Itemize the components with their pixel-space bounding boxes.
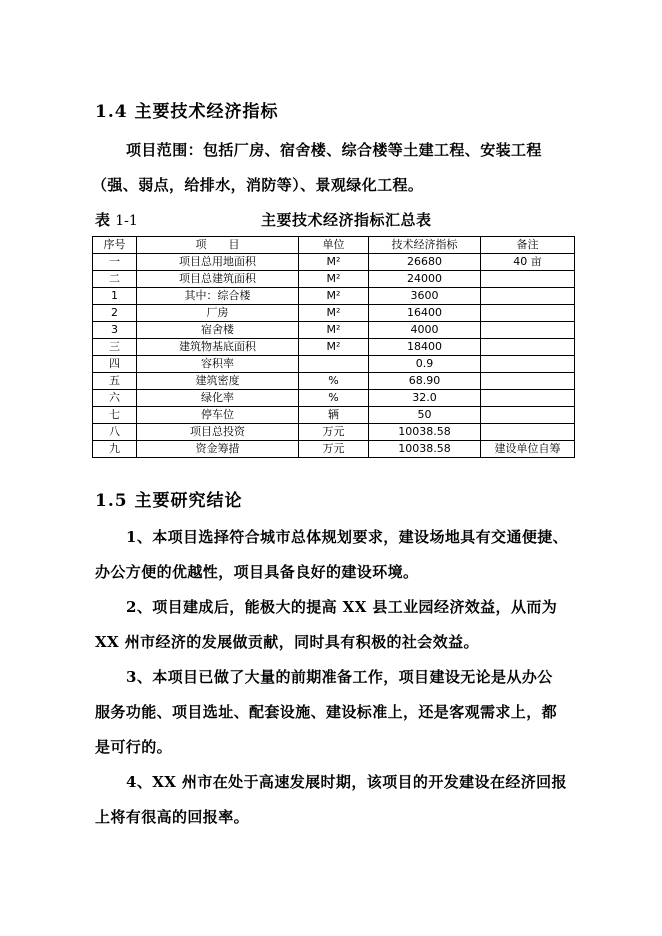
table-title: 主要技术经济指标汇总表 [261,211,432,229]
cell-item: 建筑物基底面积 [137,339,299,356]
conclusion-2-line-1: 2、项目建成后，能极大的提高 XX 县工业园经济效益，从而为 [126,598,558,616]
conclusion-1-line-1: 1、本项目选择符合城市总体规划要求，建设场地具有交通便捷、 [126,528,569,546]
table-row [93,305,575,322]
table-row [93,288,575,305]
cell-index: 六 [93,390,137,407]
cell-unit: M² [299,339,369,356]
table-row [93,407,575,424]
cell-index: 二 [93,271,137,288]
header-remark: 备注 [481,237,575,254]
cell-index: 一 [93,254,137,271]
cell-item: 容积率 [137,356,299,373]
cell-value: 24000 [369,271,481,288]
table-header-row [93,237,575,254]
cell-index: 七 [93,407,137,424]
cell-unit: M² [299,254,369,271]
cell-remark [481,356,575,373]
header-item: 项 目 [137,237,299,254]
table-row [93,441,575,458]
section-heading-1-4: 1.4 主要技术经济指标 [95,102,279,122]
table-number [95,209,138,230]
cell-unit: % [299,390,369,407]
table-row [93,322,575,339]
cell-item: 项目总投资 [137,424,299,441]
table-row [93,356,575,373]
cell-remark [481,322,575,339]
cell-index: 四 [93,356,137,373]
cell-value: 32.0 [369,390,481,407]
cell-index: 八 [93,424,137,441]
cell-value: 26680 [369,254,481,271]
cell-unit: M² [299,271,369,288]
cell-item: 厂房 [137,305,299,322]
cell-remark: 建设单位自筹 [481,441,575,458]
table-label: 表 [95,211,111,229]
conclusion-3-line-2: 服务功能、项目选址、配套设施、建设标准上，还是客观需求上，都 [95,703,558,721]
table-row [93,424,575,441]
cell-value: 18400 [369,339,481,356]
cell-value: 10038.58 [369,424,481,441]
section-heading-1-5: 1.5 主要研究结论 [95,491,243,511]
table-row [93,339,575,356]
cell-item: 项目总建筑面积 [137,271,299,288]
cell-unit: M² [299,288,369,305]
cell-value: 3600 [369,288,481,305]
cell-value: 4000 [369,322,481,339]
cell-index: 三 [93,339,137,356]
table-number-value: 1-1 [115,213,138,229]
header-unit: 单位 [299,237,369,254]
cell-remark [481,288,575,305]
cell-index: 3 [93,322,137,339]
cell-unit: 万元 [299,441,369,458]
header-index: 序号 [93,237,137,254]
cell-unit: 万元 [299,424,369,441]
cell-item: 宿舍楼 [137,322,299,339]
cell-remark [481,271,575,288]
cell-index: 五 [93,373,137,390]
header-indicator: 技术经济指标 [369,237,481,254]
indicators-table [92,236,575,458]
cell-unit: M² [299,305,369,322]
cell-value: 68.90 [369,373,481,390]
conclusion-2-line-2: XX 州市经济的发展做贡献，同时具有积极的社会效益。 [95,633,479,651]
cell-item: 资金筹措 [137,441,299,458]
cell-item: 绿化率 [137,390,299,407]
cell-remark [481,407,575,424]
cell-index: 1 [93,288,137,305]
conclusion-1-line-2: 办公方便的优越性，项目具备良好的建设环境。 [95,563,419,581]
table-row [93,373,575,390]
cell-remark: 40 亩 [481,254,575,271]
table-row [93,390,575,407]
scope-line-1: 项目范围：包括厂房、宿舍楼、综合楼等土建工程、安装工程 [126,141,542,159]
conclusion-4-line-2: 上将有很高的回报率。 [95,808,250,826]
cell-remark [481,373,575,390]
cell-item: 建筑密度 [137,373,299,390]
cell-value: 16400 [369,305,481,322]
conclusion-3-line-3: 是可行的。 [95,738,173,756]
cell-unit [299,356,369,373]
cell-unit: M² [299,322,369,339]
conclusion-4-line-1: 4、XX 州市在处于高速发展时期，该项目的开发建设在经济回报 [126,773,567,791]
scope-line-2: （强、弱点，给排水，消防等）、景观绿化工程。 [92,176,424,194]
cell-value: 0.9 [369,356,481,373]
cell-remark [481,424,575,441]
conclusion-3-line-1: 3、本项目已做了大量的前期准备工作，项目建设无论是从办公 [126,668,553,686]
cell-item: 停车位 [137,407,299,424]
cell-unit: 辆 [299,407,369,424]
cell-item: 其中：综合楼 [137,288,299,305]
cell-value: 50 [369,407,481,424]
table-row [93,271,575,288]
cell-value: 10038.58 [369,441,481,458]
cell-remark [481,339,575,356]
cell-remark [481,390,575,407]
cell-index: 九 [93,441,137,458]
cell-item: 项目总用地面积 [137,254,299,271]
cell-unit: % [299,373,369,390]
cell-remark [481,305,575,322]
cell-index: 2 [93,305,137,322]
table-row [93,254,575,271]
